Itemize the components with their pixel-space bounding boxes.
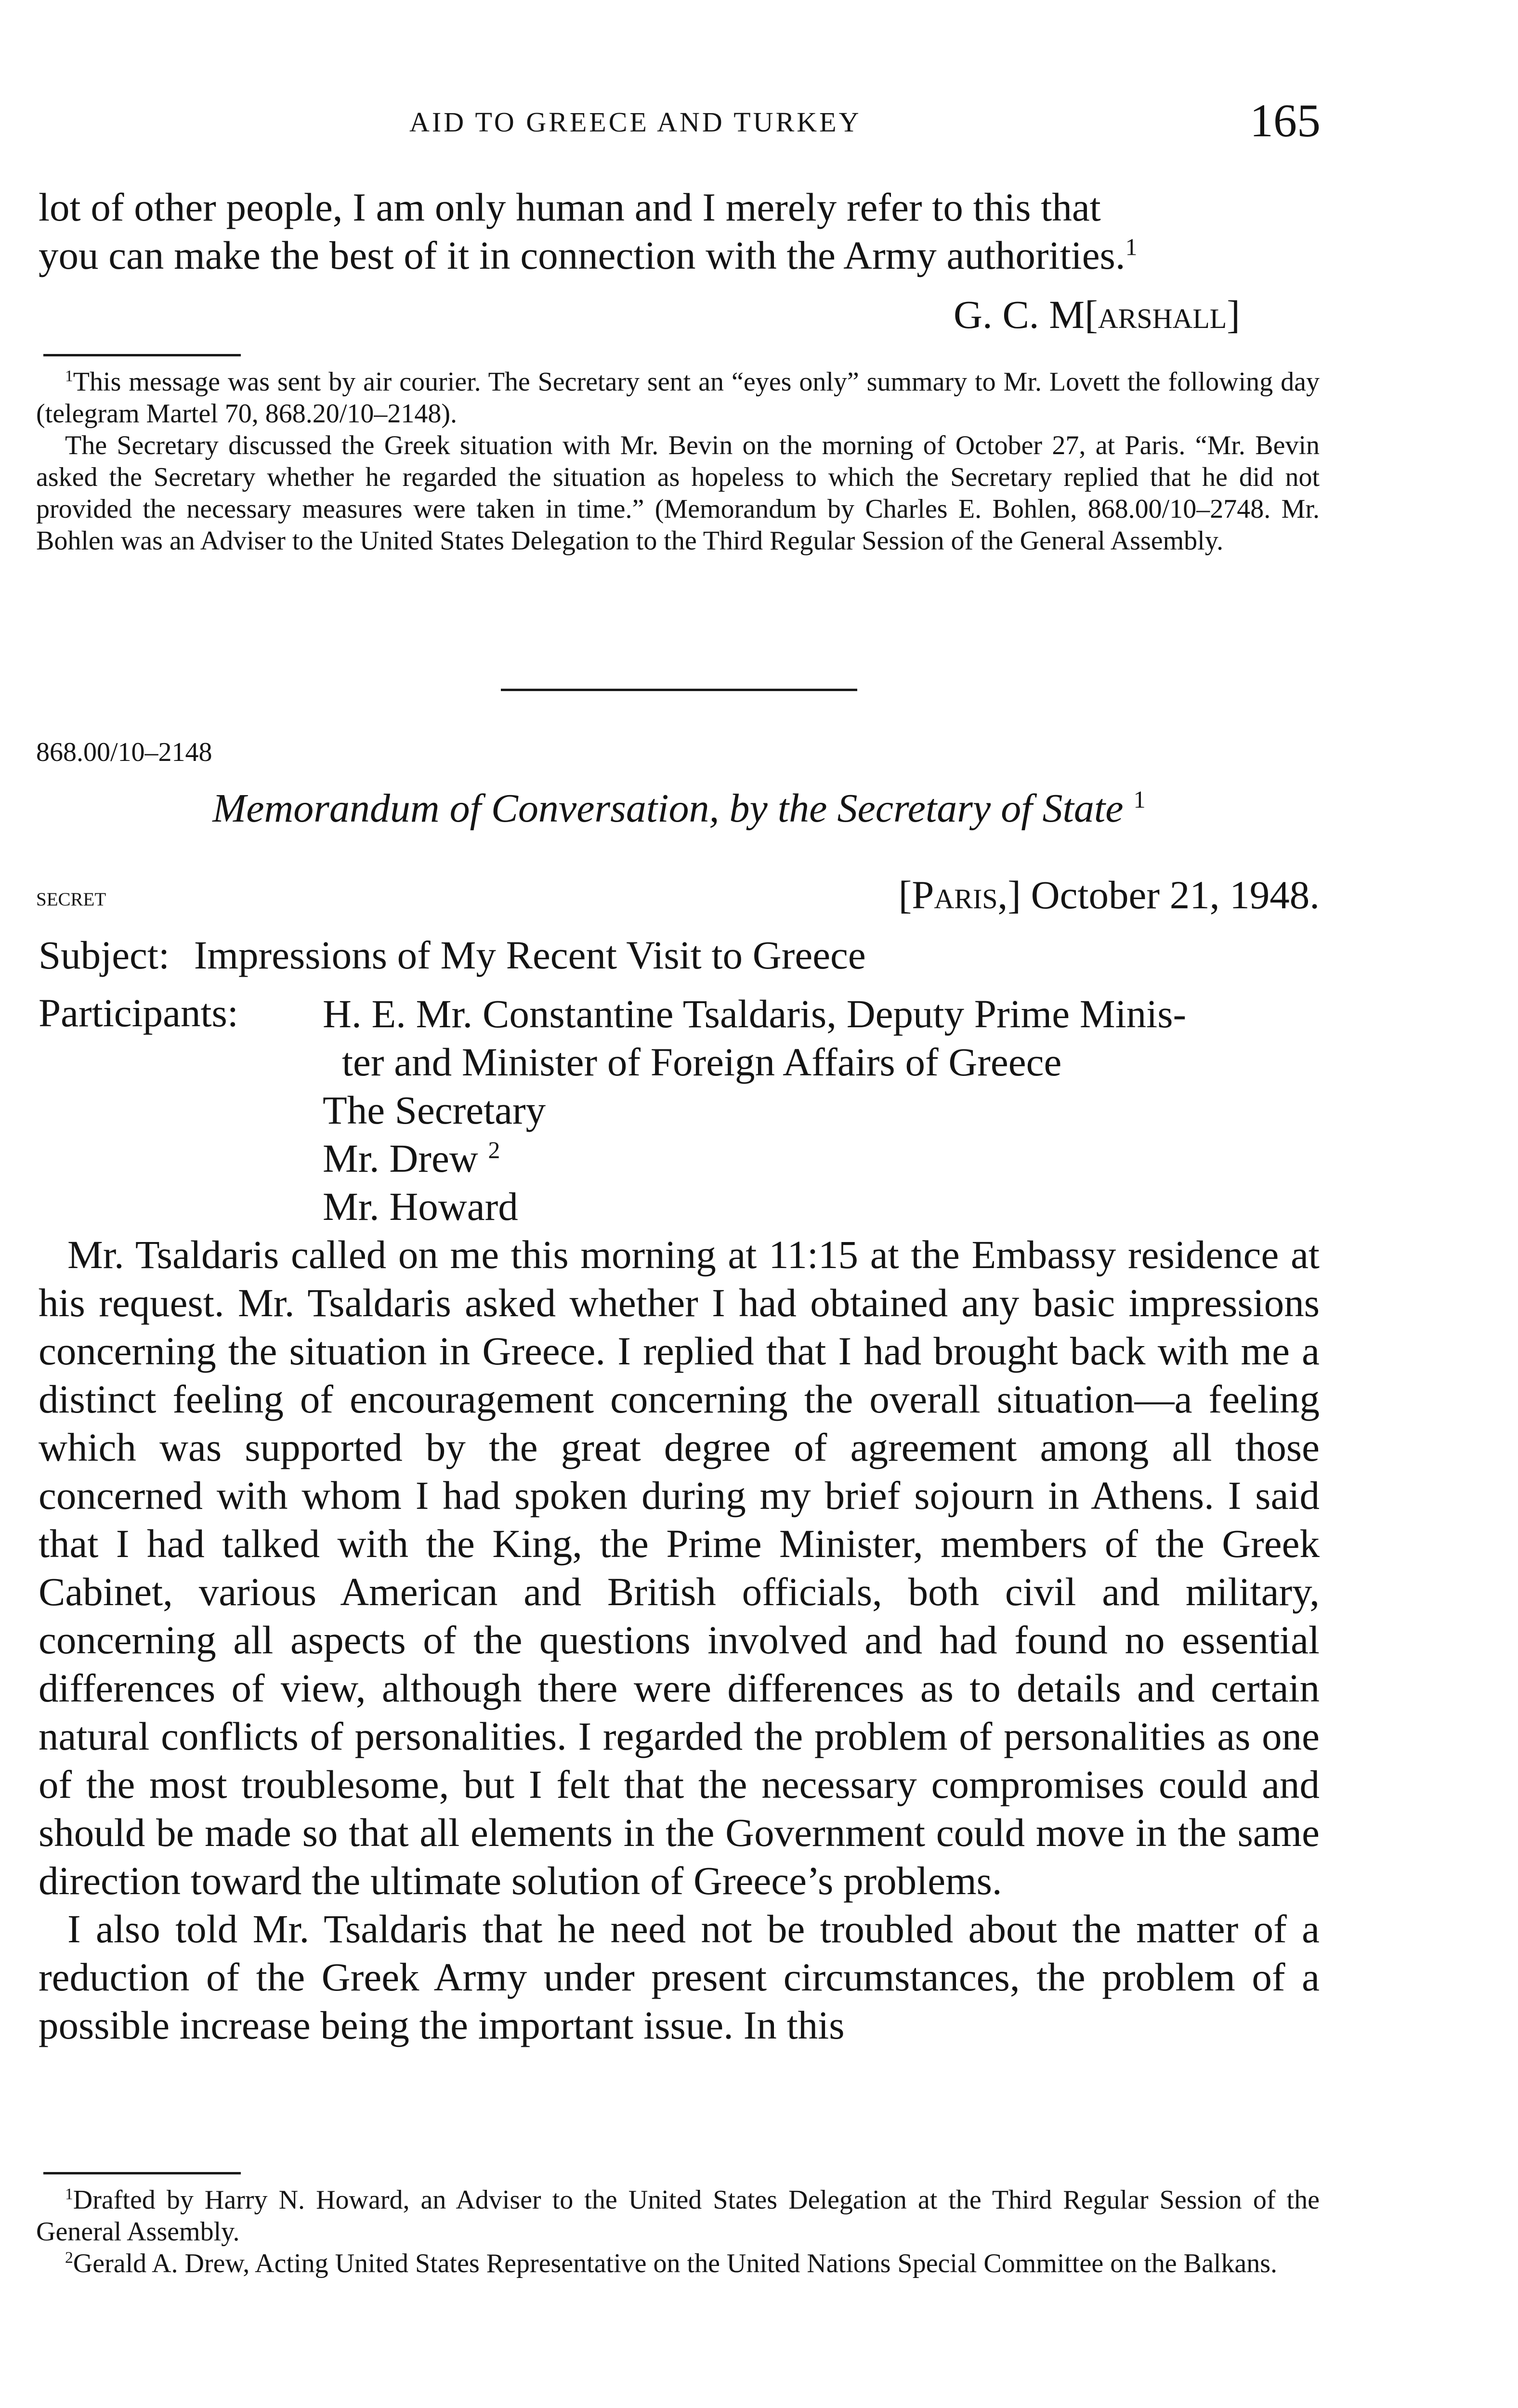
footnote: $^1$This message was sent by air courier. The Secretary sent an “eyes only” summary to Mr. Lovett the following day (telegram Martel 70, 868.20/10–2148).	[36, 367, 1320, 429]
footnote-ref: 2	[488, 1137, 500, 1164]
footnote: $^1$Drafted by Harry N. Howard, an Adviser to the United States Delegation at the Third Regular Session of the General Assembly.	[36, 2185, 1320, 2247]
footnotes-top	[36, 366, 1320, 557]
participant: Mr. Drew $^2$	[323, 1136, 500, 1180]
participant: H. E. Mr. Constantine Tsaldaris, Deputy Prime Minis-	[323, 992, 1187, 1036]
page-number: 165	[1250, 95, 1321, 147]
footnote-ref: 1	[1125, 234, 1138, 261]
subject-text: Impressions of My Recent Visit to Greece	[194, 933, 866, 977]
running-title: AID TO GREECE AND TURKEY	[409, 106, 862, 138]
continuation-line-1: lot of other people, I am only human and I merely refer to this that	[39, 185, 1101, 229]
continuation-line-2: you can make the best of it in connection with the Army authorities.$^1$	[39, 233, 1138, 277]
file-number: 868.00/10–2148	[36, 737, 212, 767]
memo-title: Memorandum of Conversation, by the Secretary of State $^1$	[212, 786, 1146, 831]
subject-row	[39, 932, 866, 978]
participant: The Secretary	[323, 1088, 546, 1132]
classification: secret	[36, 882, 106, 912]
footnote-separator	[43, 354, 241, 356]
paragraph: I also told Mr. Tsaldaris that he need not be troubled about the matter of a reduction of the Greek Army under present circumstances, the problem of a possible increase being the important issue. In this	[39, 1907, 1320, 2047]
footnote: The Secretary discussed the Greek situation with Mr. Bevin on the morning of October 27, at Paris. “Mr. Bevin asked the Secretary whether he regarded the situation as hopeless to which the Secretary replied that he did not provided the necessary measures were taken in time.” (Memorandum by Charles E. Bohlen, 868.00/10–2748. Mr. Bohlen was an Adviser to the United States Delegation to the Third Regular Session of the General Assembly.	[36, 431, 1320, 556]
participant: Mr. Howard	[323, 1184, 518, 1229]
participants-label: Participants:	[39, 991, 238, 1035]
footnotes-bottom	[36, 2184, 1320, 2279]
footnote-separator	[43, 2172, 241, 2174]
footnote: $^2$Gerald A. Drew, Acting United States Representative on the United Nations Special Committee on the Balkans.	[65, 2249, 1278, 2278]
memo-body	[39, 1230, 1320, 2049]
participant-continued: ter and Minister of Foreign Affairs of Greece	[342, 1040, 1062, 1084]
continuation-text	[39, 183, 1320, 279]
participants-list	[323, 990, 1186, 1230]
section-divider	[501, 689, 857, 691]
paragraph: Mr. Tsaldaris called on me this morning at 11:15 at the Embassy residence at his request. Mr. Tsaldaris asked whether I had obtained any basic impressions concerning the situation in Greece. I replied that I had brought back with me a distinct feeling of encouragement concerning the overall situation—a feeling which was supported by the great degree of agreement among all those concerned with whom I had spoken during my brief sojourn in Athens. I said that I had talked with the King, the Prime Minister, members of the Greek Cabinet, various American and British officials, both civil and military, concerning all aspects of the questions involved and had found no essential differences of view, although there were differences as to details and certain natural conflicts of personalities. I regarded the problem of personalities as one of the most troublesome, but I felt that the necessary compromises could and should be made so that all elements in the Government could move in the same direction toward the ultimate solution of Greece’s problems.	[39, 1232, 1320, 1903]
subject-label: Subject:	[39, 933, 170, 977]
dateline: [Paris,] October 21, 1948.	[898, 873, 1320, 917]
footnote-ref: 1	[1133, 786, 1146, 813]
signature: G. C. M[arshall]	[954, 292, 1240, 337]
